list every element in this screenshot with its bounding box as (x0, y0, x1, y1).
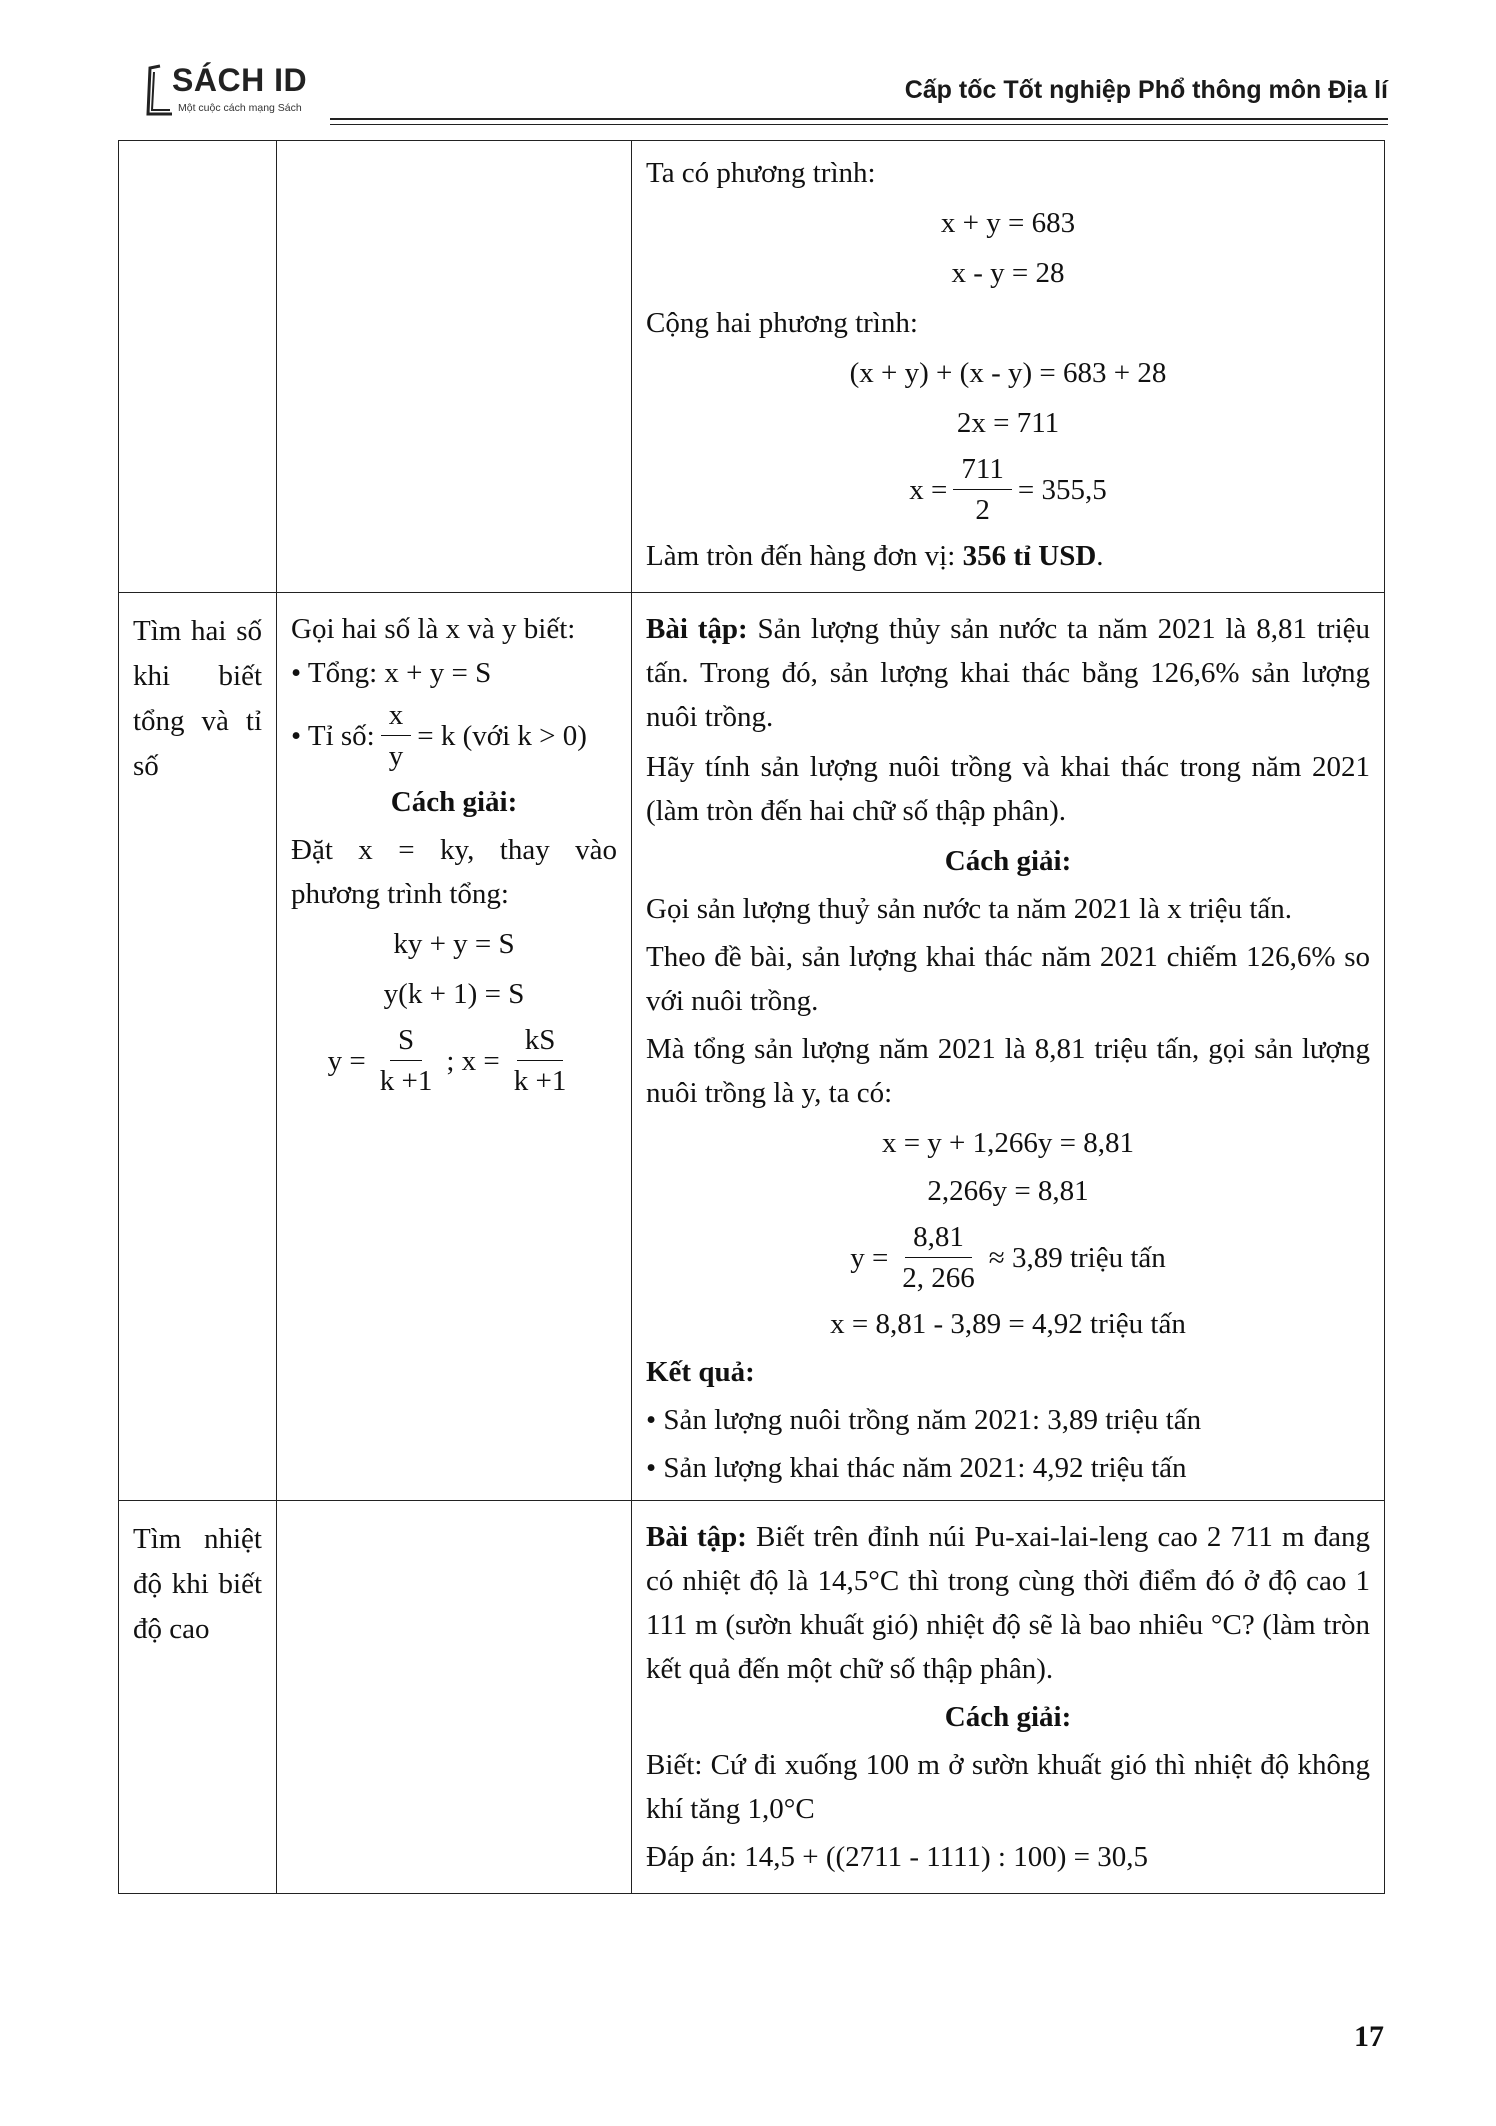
fraction (372, 1020, 441, 1101)
exercise-label: Bài tập: (646, 1521, 747, 1553)
method-cell (277, 1501, 632, 1894)
rounding-value: 356 tỉ USD (962, 540, 1097, 572)
fraction (381, 695, 412, 776)
example-cell (632, 141, 1385, 593)
denominator: 2, 266 (902, 1262, 975, 1294)
fraction-equation (646, 1217, 1370, 1298)
table-row-continuation (119, 141, 1385, 593)
denominator: 2 (975, 494, 990, 526)
numerator: x (381, 695, 412, 736)
table-row-sum-ratio (119, 593, 1385, 1501)
rounding-end: . (1096, 540, 1104, 572)
topic-cell: Tìm hai số khi biết tổng và tỉ số (119, 593, 277, 1501)
answer-line: Đáp án: 14,5 + ((2711 - 1111) : 100) = 30,5 (646, 1841, 1148, 1873)
method-sum: • Tổng: x + y = S (291, 657, 492, 689)
numerator: 8,81 (905, 1217, 972, 1258)
text-line: Ta có phương trình: (646, 157, 876, 189)
denominator: k +1 (513, 1065, 567, 1097)
numerator: S (390, 1020, 422, 1061)
equation-rhs: ≈ 3,89 triệu tấn (988, 1241, 1166, 1274)
result-item: • Sản lượng khai thác năm 2021: 4,92 triệu tấn (646, 1452, 1187, 1484)
example-cell (632, 593, 1385, 1501)
equation: 2x = 711 (956, 407, 1060, 439)
publisher-logo (142, 58, 342, 128)
equation: 2,266y = 8,81 (927, 1175, 1089, 1207)
method-intro: Gọi hai số là x và y biết: (291, 613, 576, 645)
equation: (x + y) + (x - y) = 683 + 28 (849, 357, 1167, 389)
solution-step: Theo đề bài, sản lượng khai thác năm 2021 chiếm 126,6% so với nuôi trồng. (646, 941, 1370, 1017)
rounding-text: Làm tròn đến hàng đơn vị: (646, 540, 963, 572)
topic-cell (119, 141, 277, 593)
book-icon (142, 62, 176, 122)
result-title: Kết quả: (646, 1356, 755, 1388)
logo-text: SÁCH ID (172, 62, 308, 98)
solution-step: Đặt x = ky, thay vào phương trình tổng: (291, 834, 617, 910)
equation: x + y = 683 (940, 207, 1076, 239)
text-line: Cộng hai phương trình: (646, 307, 918, 339)
fraction-equation (291, 1020, 617, 1101)
logo-tagline: Một cuộc cách mạng Sách (178, 102, 302, 114)
problem-question: Hãy tính sản lượng nuôi trồng và khai thác trong năm 2021 (làm tròn đến hai chữ số thập phân). (646, 751, 1370, 827)
denominator: y (388, 740, 404, 772)
header-rule (330, 118, 1388, 120)
equation-lhs: ; x = (446, 1044, 500, 1077)
ratio-line (291, 695, 617, 776)
numerator: 711 (953, 449, 1011, 490)
fraction (953, 449, 1011, 530)
numerator: kS (517, 1020, 564, 1061)
problem-text (646, 1515, 1370, 1691)
problem-statement: Biết trên đỉnh núi Pu-xai-lai-leng cao 2 711 m đang có nhiệt độ là 14,5°C thì trong cùng thời điểm đó ở độ cao 1 111 m (sườn khuất gió) nhiệt độ sẽ là bao nhiêu °C? (làm tròn kết quả đến một chữ số thập phân). (646, 1521, 1371, 1685)
method-cell (277, 593, 632, 1501)
fraction-equation (646, 449, 1370, 530)
equation: y(k + 1) = S (383, 978, 525, 1010)
header-rule-thin (330, 124, 1388, 125)
denominator: k +1 (379, 1065, 433, 1097)
problem-text (646, 607, 1370, 739)
example-cell (632, 1501, 1385, 1894)
table-row-temperature (119, 1501, 1385, 1894)
rounding-line (646, 534, 1370, 578)
equation-lhs: y = (850, 1241, 889, 1274)
equation: ky + y = S (393, 928, 515, 960)
equation-lhs: y = (327, 1044, 366, 1077)
equation-lhs: x = (909, 473, 948, 506)
ratio-rhs: = k (với k > 0) (417, 719, 587, 752)
equation: x = y + 1,266y = 8,81 (881, 1127, 1135, 1159)
fraction (506, 1020, 575, 1101)
method-cell (277, 141, 632, 593)
equation-rhs: = 355,5 (1017, 473, 1107, 506)
solution-title: Cách giải: (390, 786, 518, 818)
ratio-label: • Tỉ số: (291, 719, 375, 752)
solution-step: Biết: Cứ đi xuống 100 m ở sườn khuất gió thì nhiệt độ không khí tăng 1,0°C (646, 1749, 1370, 1825)
equation: x = 8,81 - 3,89 = 4,92 triệu tấn (830, 1308, 1186, 1340)
solution-title: Cách giải: (944, 1701, 1072, 1733)
formula-table (118, 140, 1385, 1894)
solution-title: Cách giải: (944, 845, 1072, 877)
topic-cell: Tìm nhiệt độ khi biết độ cao (119, 1501, 277, 1894)
problem-statement: Sản lượng thủy sản nước ta năm 2021 là 8,81 triệu tấn. Trong đó, sản lượng khai thác bằng 126,6% sản lượng nuôi trồng. (646, 613, 1370, 733)
solution-step: Mà tổng sản lượng năm 2021 là 8,81 triệu tấn, gọi sản lượng nuôi trồng là y, ta có: (646, 1033, 1370, 1109)
exercise-label: Bài tập: (646, 613, 748, 645)
header-title: Cấp tốc Tốt nghiệp Phổ thông môn Địa lí (904, 76, 1388, 104)
solution-step: Gọi sản lượng thuỷ sản nước ta năm 2021 là x triệu tấn. (646, 893, 1293, 925)
page-number: 17 (1354, 2020, 1384, 2053)
result-item: • Sản lượng nuôi trồng năm 2021: 3,89 triệu tấn (646, 1404, 1202, 1436)
equation: x - y = 28 (951, 257, 1065, 289)
fraction (894, 1217, 983, 1298)
